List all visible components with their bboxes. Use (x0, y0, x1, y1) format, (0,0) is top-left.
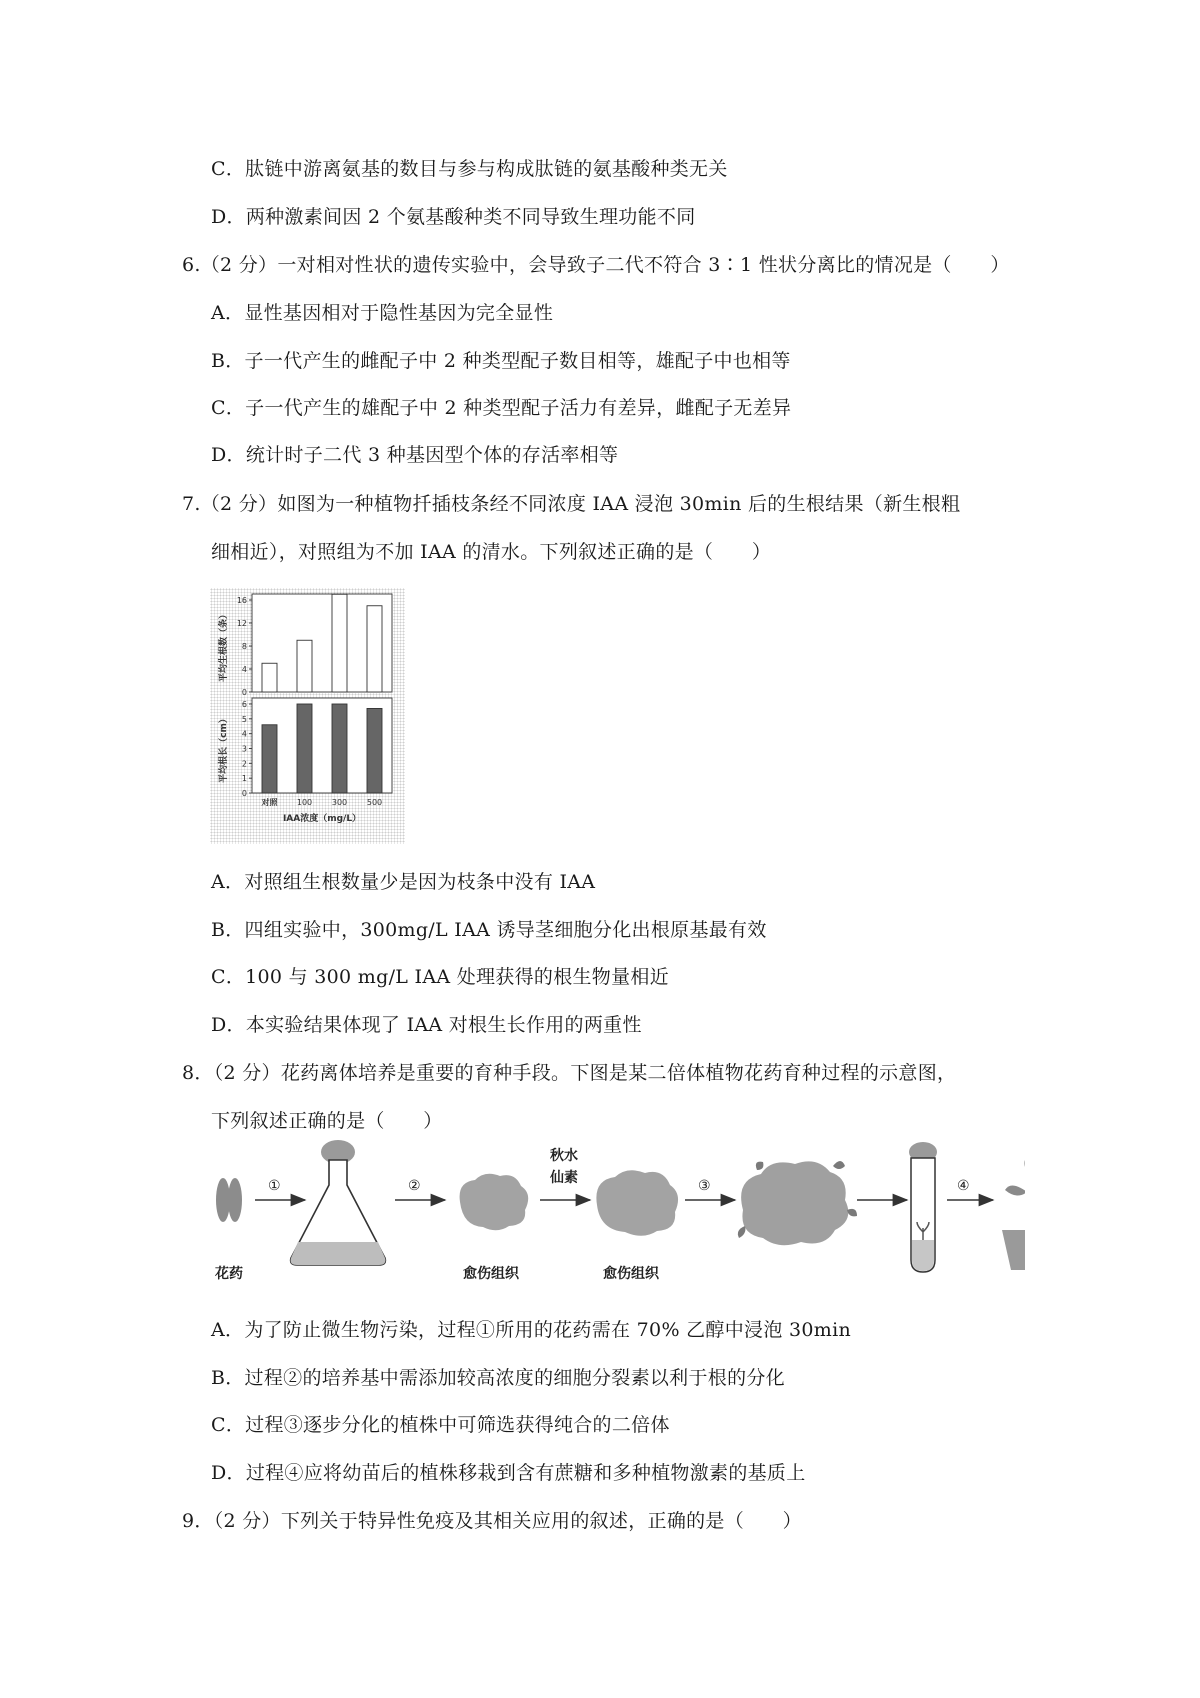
q5-option-d: D．两种激素间因 2 个氨基酸种类不同导致生理功能不同 (211, 206, 696, 228)
callus-label-1: 愈伤组织 (463, 1265, 519, 1281)
step-1-label: ① (268, 1178, 281, 1194)
y-tick-label-0-0: 0 (241, 688, 247, 697)
y-tick-label-0-3: 12 (236, 619, 247, 628)
x-tick-label-2: 300 (331, 798, 348, 807)
bar-1-2 (332, 704, 347, 793)
y-tick-label-1-5: 5 (241, 714, 247, 724)
y-tick-label-0-2: 8 (241, 642, 247, 651)
y-tick-label-1-6: 6 (241, 700, 247, 709)
x-tick-label-1: 100 (296, 798, 313, 807)
q8-option-a: A．为了防止微生物污染，过程①所用的花药需在 70% 乙醇中浸泡 30min (211, 1319, 851, 1341)
q6-stem: 6.（2 分）一对相对性状的遗传实验中，会导致子二代不符合 3∶1 性状分离比的情况是（ ） (182, 254, 1010, 276)
q5-option-c: C．肽链中游离氨基的数目与参与构成肽链的氨基酸种类无关 (211, 158, 728, 180)
q8-option-d: D．过程④应将幼苗后的植株移栽到含有蔗糖和多种植物激素的基质上 (211, 1462, 806, 1484)
q8-stem-line2: 下列叙述正确的是（ ） (211, 1110, 443, 1132)
q9-stem: 9．（2 分）下列关于特异性免疫及其相关应用的叙述，正确的是（ ） (182, 1510, 802, 1532)
bar-0-0 (262, 663, 277, 692)
bar-1-0 (262, 725, 277, 793)
q7-option-b: B．四组实验中，300mg/L IAA 诱导茎细胞分化出根原基最有效 (211, 919, 767, 941)
iaa-bar-chart-svg (210, 588, 405, 844)
q7-option-d: D．本实验结果体现了 IAA 对根生长作用的两重性 (211, 1014, 642, 1036)
q8-option-b: B．过程②的培养基中需添加较高浓度的细胞分裂素以利于根的分化 (211, 1367, 785, 1389)
q6-option-b: B．子一代产生的雌配子中 2 种类型配子数目相等，雄配子中也相等 (211, 350, 791, 372)
root-count-chart (217, 594, 392, 697)
q8-stem-line1: 8．（2 分）花药离体培养是重要的育种手段。下图是某二倍体植物花药育种过程的示意图， (182, 1062, 957, 1084)
q8-option-c: C．过程③逐步分化的植株中可筛选获得纯合的二倍体 (211, 1414, 670, 1436)
q6-option-d: D．统计时子二代 3 种基因型个体的存活率相等 (211, 444, 619, 466)
bar-1-3 (367, 708, 382, 793)
colchicine-label-2: 仙素 (550, 1169, 578, 1185)
x-axis-label: IAA浓度（mg/L） (282, 814, 362, 824)
y-tick-label-1-2: 2 (241, 759, 247, 769)
anther-culture-diagram (205, 1130, 1025, 1295)
step-3-label: ③ (698, 1178, 711, 1194)
q6-option-a: A．显性基因相对于隐性基因为完全显性 (211, 302, 554, 324)
q7-option-c: C．100 与 300 mg/L IAA 处理获得的根生物量相近 (211, 966, 670, 988)
callus-icon (460, 1174, 529, 1231)
anther-culture-svg (205, 1130, 1025, 1295)
q7-stem-line2: 细相近），对照组为不加 IAA 的清水。下列叙述正确的是（ ） (211, 541, 772, 563)
y-tick-label-0-4: 16 (236, 596, 247, 605)
bar-0-1 (297, 640, 312, 692)
flask-icon (291, 1140, 386, 1265)
potted-plant-icon (1002, 1156, 1025, 1270)
bar-0-2 (332, 594, 347, 692)
bar-0-3 (367, 606, 382, 692)
callus-label-2: 愈伤组织 (603, 1265, 659, 1281)
y-tick-label-1-3: 3 (241, 744, 247, 754)
y-axis-label-1: 平均根长（cm） (219, 714, 229, 783)
step-4-label: ④ (957, 1178, 970, 1194)
anther-label: 花药 (215, 1265, 243, 1281)
anther-icon (216, 1178, 242, 1222)
y-tick-label-0-1: 4 (241, 665, 247, 674)
y-tick-label-1-4: 4 (241, 729, 247, 739)
iaa-bar-chart (210, 588, 405, 844)
y-axis-label-0: 平均生根数（条） (219, 609, 229, 683)
y-tick-label-1-0: 0 (241, 789, 247, 798)
q7-option-a: A．对照组生根数量少是因为枝条中没有 IAA (211, 871, 596, 893)
colchicine-label-1: 秋水 (550, 1147, 578, 1163)
q7-stem-line1: 7.（2 分）如图为一种植物扦插枝条经不同浓度 IAA 浸泡 30min 后的生根结果（新生根粗 (182, 493, 961, 515)
y-tick-label-1-1: 1 (241, 774, 247, 784)
callus-icon-2 (596, 1170, 678, 1235)
shoot-callus-icon (738, 1161, 857, 1245)
x-tick-label-3: 500 (366, 798, 383, 807)
root-length-chart (217, 698, 392, 824)
bar-1-1 (297, 704, 312, 793)
x-tick-label-0: 对照 (261, 798, 278, 807)
test-tube-icon (909, 1142, 937, 1272)
step-2-label: ② (408, 1178, 421, 1194)
q6-option-c: C．子一代产生的雄配子中 2 种类型配子活力有差异，雌配子无差异 (211, 397, 792, 419)
